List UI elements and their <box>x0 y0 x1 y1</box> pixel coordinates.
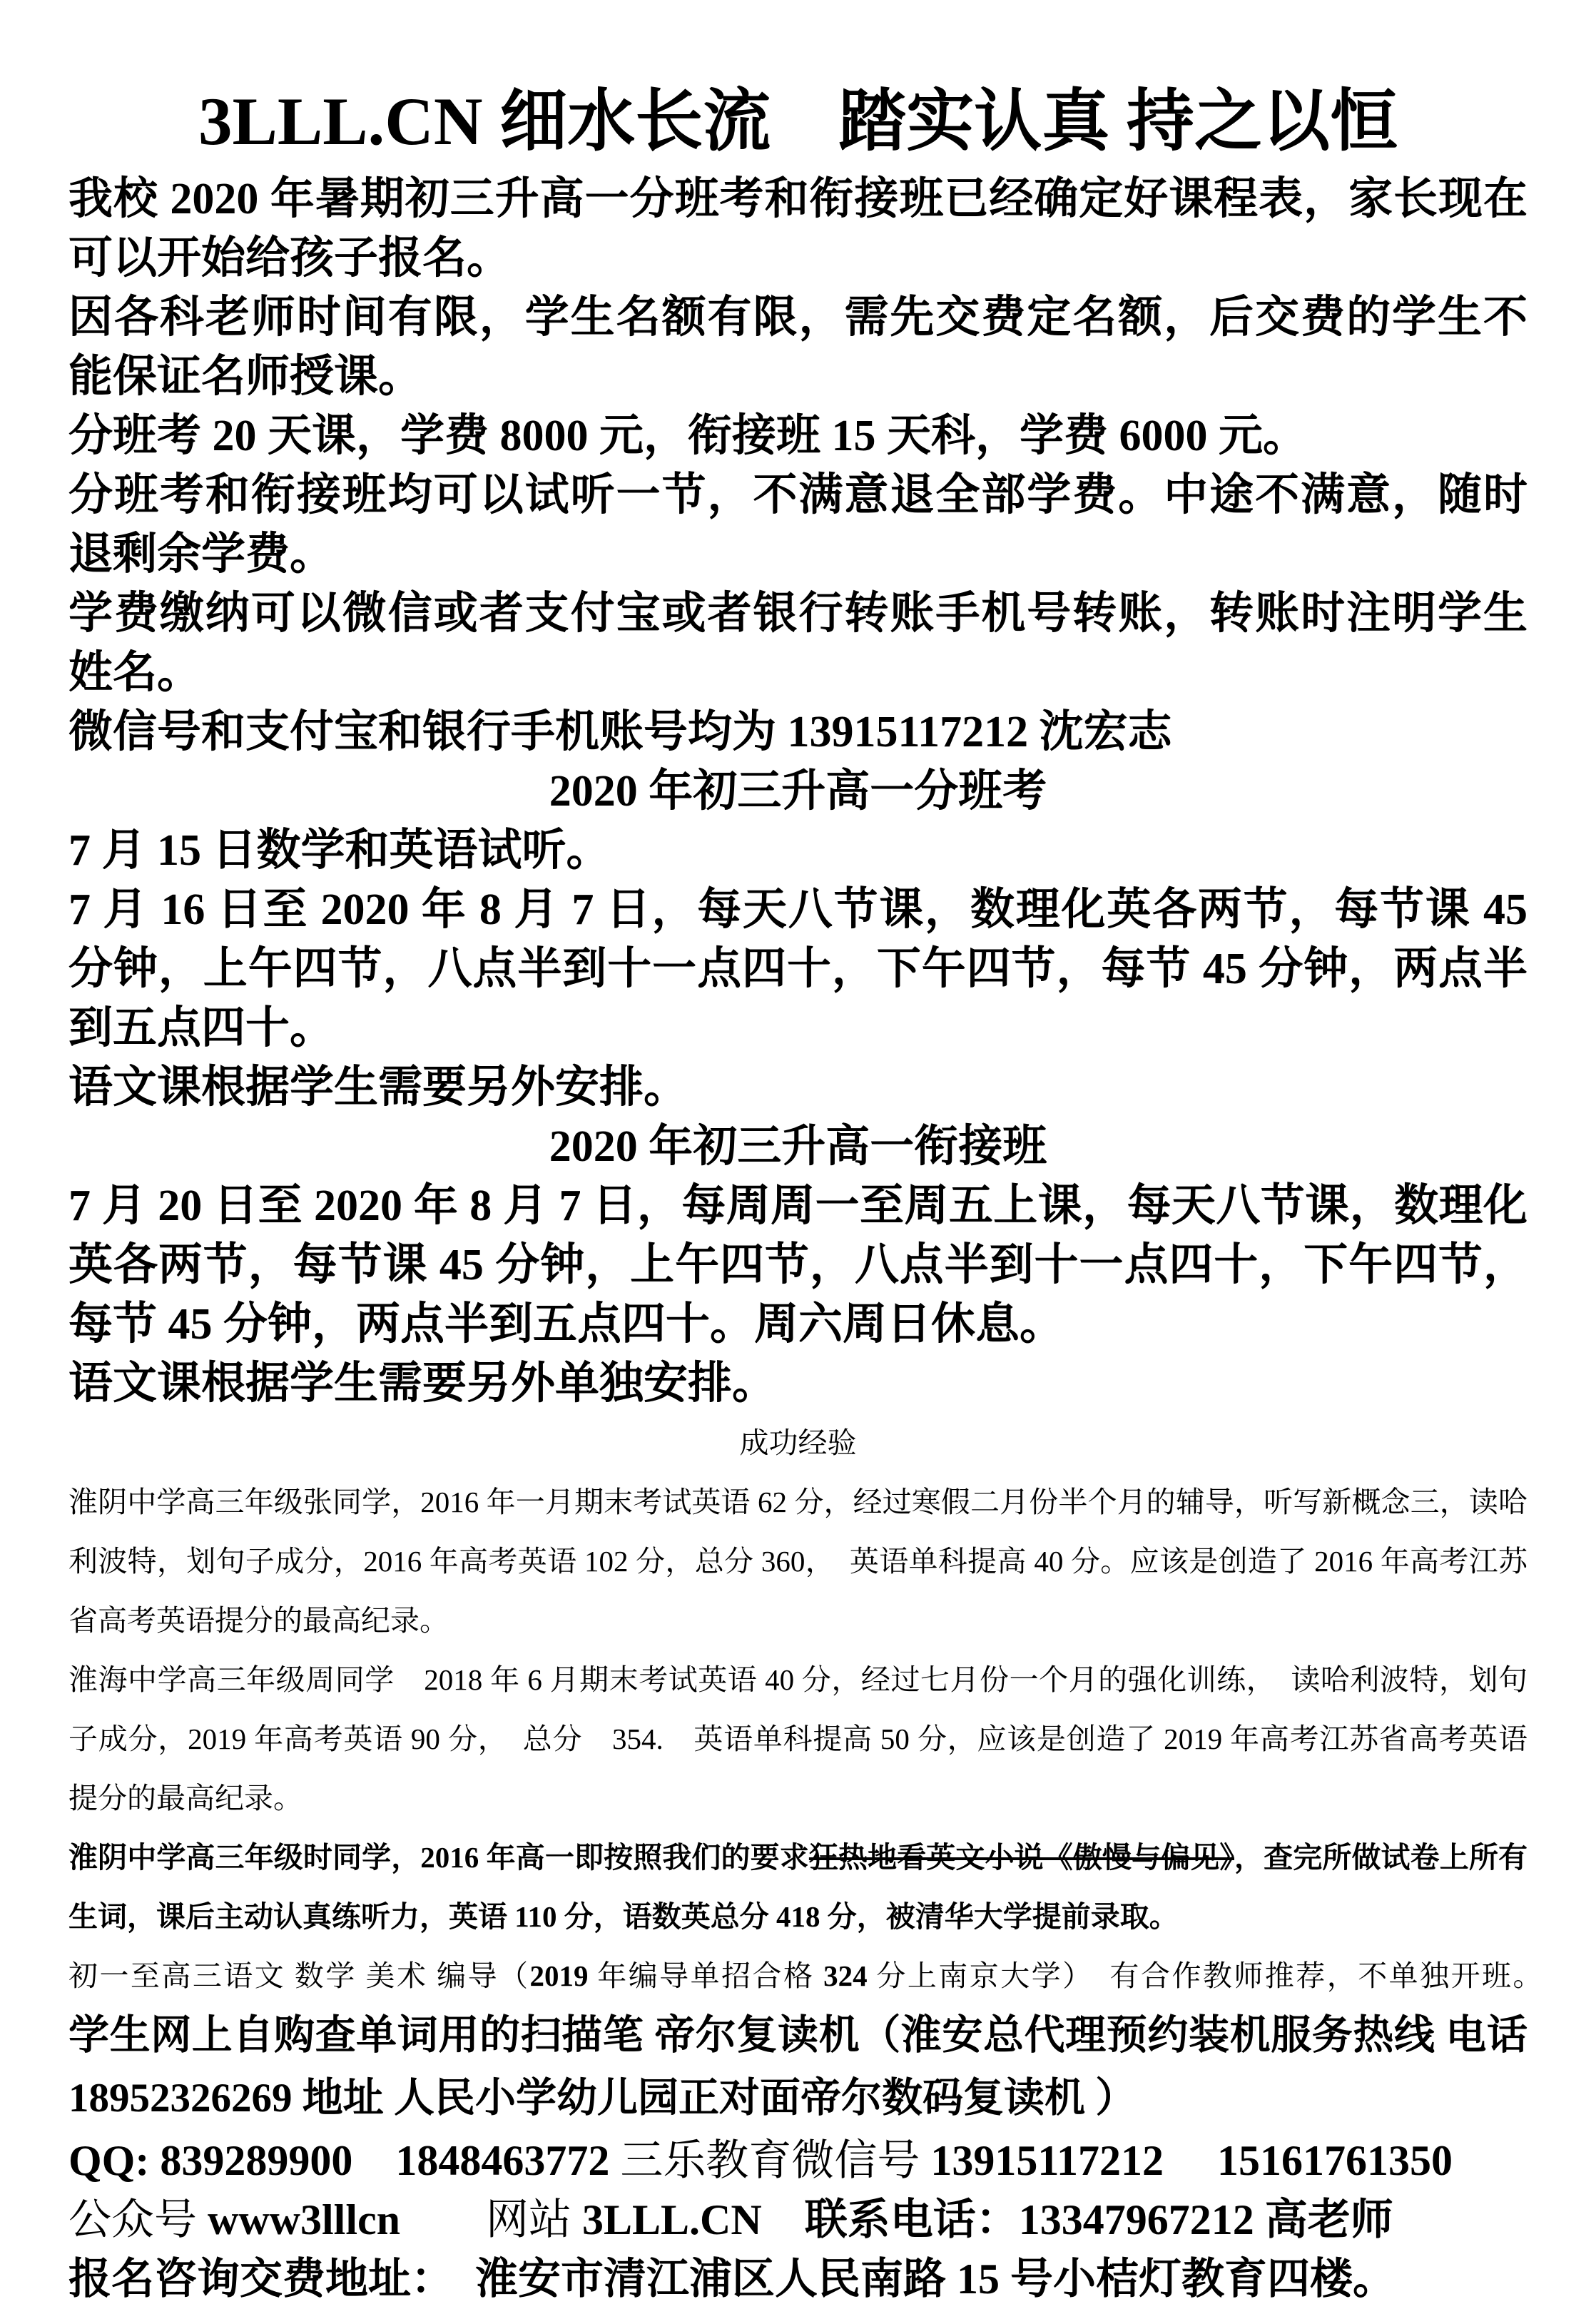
wechat-label: 三乐教育微信号 <box>620 2137 920 2184</box>
section-heading-placement-exam: 2020 年初三升高一分班考 <box>549 767 1047 816</box>
page-title: 3LLL.CN 细水长流 踏实认真 持之以恒 <box>198 83 1398 159</box>
success-story-2: 淮海中学高三年级周同学 2018 年 6 月期末考试英语 40 分，经过七月份一个月的强化训练， 读哈利波特，划句子成分，2019 年高考英语 90 分， 总分 354. 英语单科提高 50 分，应该是创造了 2019 年高考江苏省高考英语提分的最高纪录。 <box>68 1663 1528 1815</box>
success-story-3-suffix: ，查完所做试卷上所有生词，课后主动认真练听力，英语 110 分，语数英总分 418 分，被清华大学提前录取。 <box>68 1841 1528 1933</box>
intro-paragraph-1: 我校 2020 年暑期初三升高一分班考和衔接班已经确定好课程表，家长现在可以开始给孩子报名。 <box>68 175 1528 283</box>
success-story-3-prefix: 淮阴中学高三年级时同学，2016 年高一即按照我们的要求 <box>68 1841 809 1874</box>
courses-note: 分上南京大学） 有合作教师推荐，不单独开班。 <box>867 1959 1586 1992</box>
courses-score: 324 <box>823 1959 868 1992</box>
intro-paragraph-2: 因各科老师时间有限，学生名额有限，需先交费定名额，后交费的学生不能保证名师授课。 <box>68 293 1528 401</box>
official-account-label: 公众号 <box>68 2196 197 2243</box>
placement-exam-schedule: 7 月 16 日至 2020 年 8 月 7 日，每天八节课，数理化英各两节，每节课 45 分钟，上午四节，八点半到十一点四十，下午四节，每节 45 分钟，两点半到五点四十。 <box>68 885 1528 1052</box>
success-story-1: 淮阴中学高三年级张同学，2016 年一月期末考试英语 62 分，经过寒假二月份半个月的辅导，听写新概念三，读哈利波特，划句子成分，2016 年高考英语 102 分，总分 360， 英语单科提高 40 分。应该是创造了 2016 年高考江苏省高考英语提分的最高纪录。 <box>68 1486 1528 1637</box>
courses-and-products-paragraph <box>68 1947 1586 2131</box>
intro-paragraph-6: 微信号和支付宝和银行手机账号均为 13915117212 沈宏志 <box>68 708 1172 756</box>
success-story-3 <box>68 1828 1528 1947</box>
success-story-3-strikethrough: 狂热地看英文小说《傲慢与偏见》 <box>808 1841 1235 1874</box>
bridge-class-chinese-note: 语文课根据学生需要另外单独安排。 <box>68 1359 777 1408</box>
courses-year: 2019 <box>529 1959 589 1992</box>
success-stories-heading: 成功经验 <box>739 1426 857 1459</box>
contact-line-web <box>68 2191 1528 2250</box>
courses-list: 初一至高三语文 数学 美术 编导（ <box>68 1959 530 1992</box>
intro-paragraph-3: 分班考 20 天课，学费 8000 元，衔接班 15 天科，学费 6000 元。 <box>68 412 1308 460</box>
intro-paragraph-4: 分班考和衔接班均可以试听一节，不满意退全部学费。中途不满意，随时退剩余学费。 <box>68 471 1528 579</box>
scanner-pen-repeater-note: 学生网上自购查单词用的扫描笔 帝尔复读机（淮安总代理预约装机服务热线 电话 18952326269 地址 人民小学幼儿园正对面帝尔数码复读机 ） <box>68 2013 1528 2121</box>
contact-line-qq <box>68 2131 1528 2191</box>
qq-numbers: QQ: 839289900 1848463772 <box>68 2137 610 2184</box>
placement-exam-chinese-note: 语文课根据学生需要另外安排。 <box>68 1063 688 1112</box>
intro-paragraph-5: 学费缴纳可以微信或者支付宝或者银行转账手机号转账，转账时注明学生姓名。 <box>68 589 1528 697</box>
courses-admission-text: 年编导单招合格 <box>588 1959 824 1992</box>
website-label: 网站 <box>486 2196 571 2243</box>
registration-address-line: 报名咨询交费地址： 淮安市清江浦区人民南路 15 号小桔灯教育四楼。 <box>68 2255 1396 2303</box>
bridge-class-schedule: 7 月 20 日至 2020 年 8 月 7 日，每周周一至周五上课，每天八节课，数理化英各两节，每节课 45 分钟，上午四节，八点半到十一点四十，下午四节，每节 45 分钟，两点半到五点四十。周六周日休息。 <box>68 1182 1528 1349</box>
wechat-numbers: 13915117212 15161761350 <box>930 2137 1453 2184</box>
official-account-value: www3lllcn <box>208 2196 486 2243</box>
website-value: 3LLL.CN <box>582 2196 805 2243</box>
section-heading-bridge-class: 2020 年初三升高一衔接班 <box>549 1122 1047 1171</box>
contact-phone: 联系电话：13347967212 高老师 <box>804 2196 1393 2243</box>
placement-exam-trial-line: 7 月 15 日数学和英语试听。 <box>68 826 611 875</box>
